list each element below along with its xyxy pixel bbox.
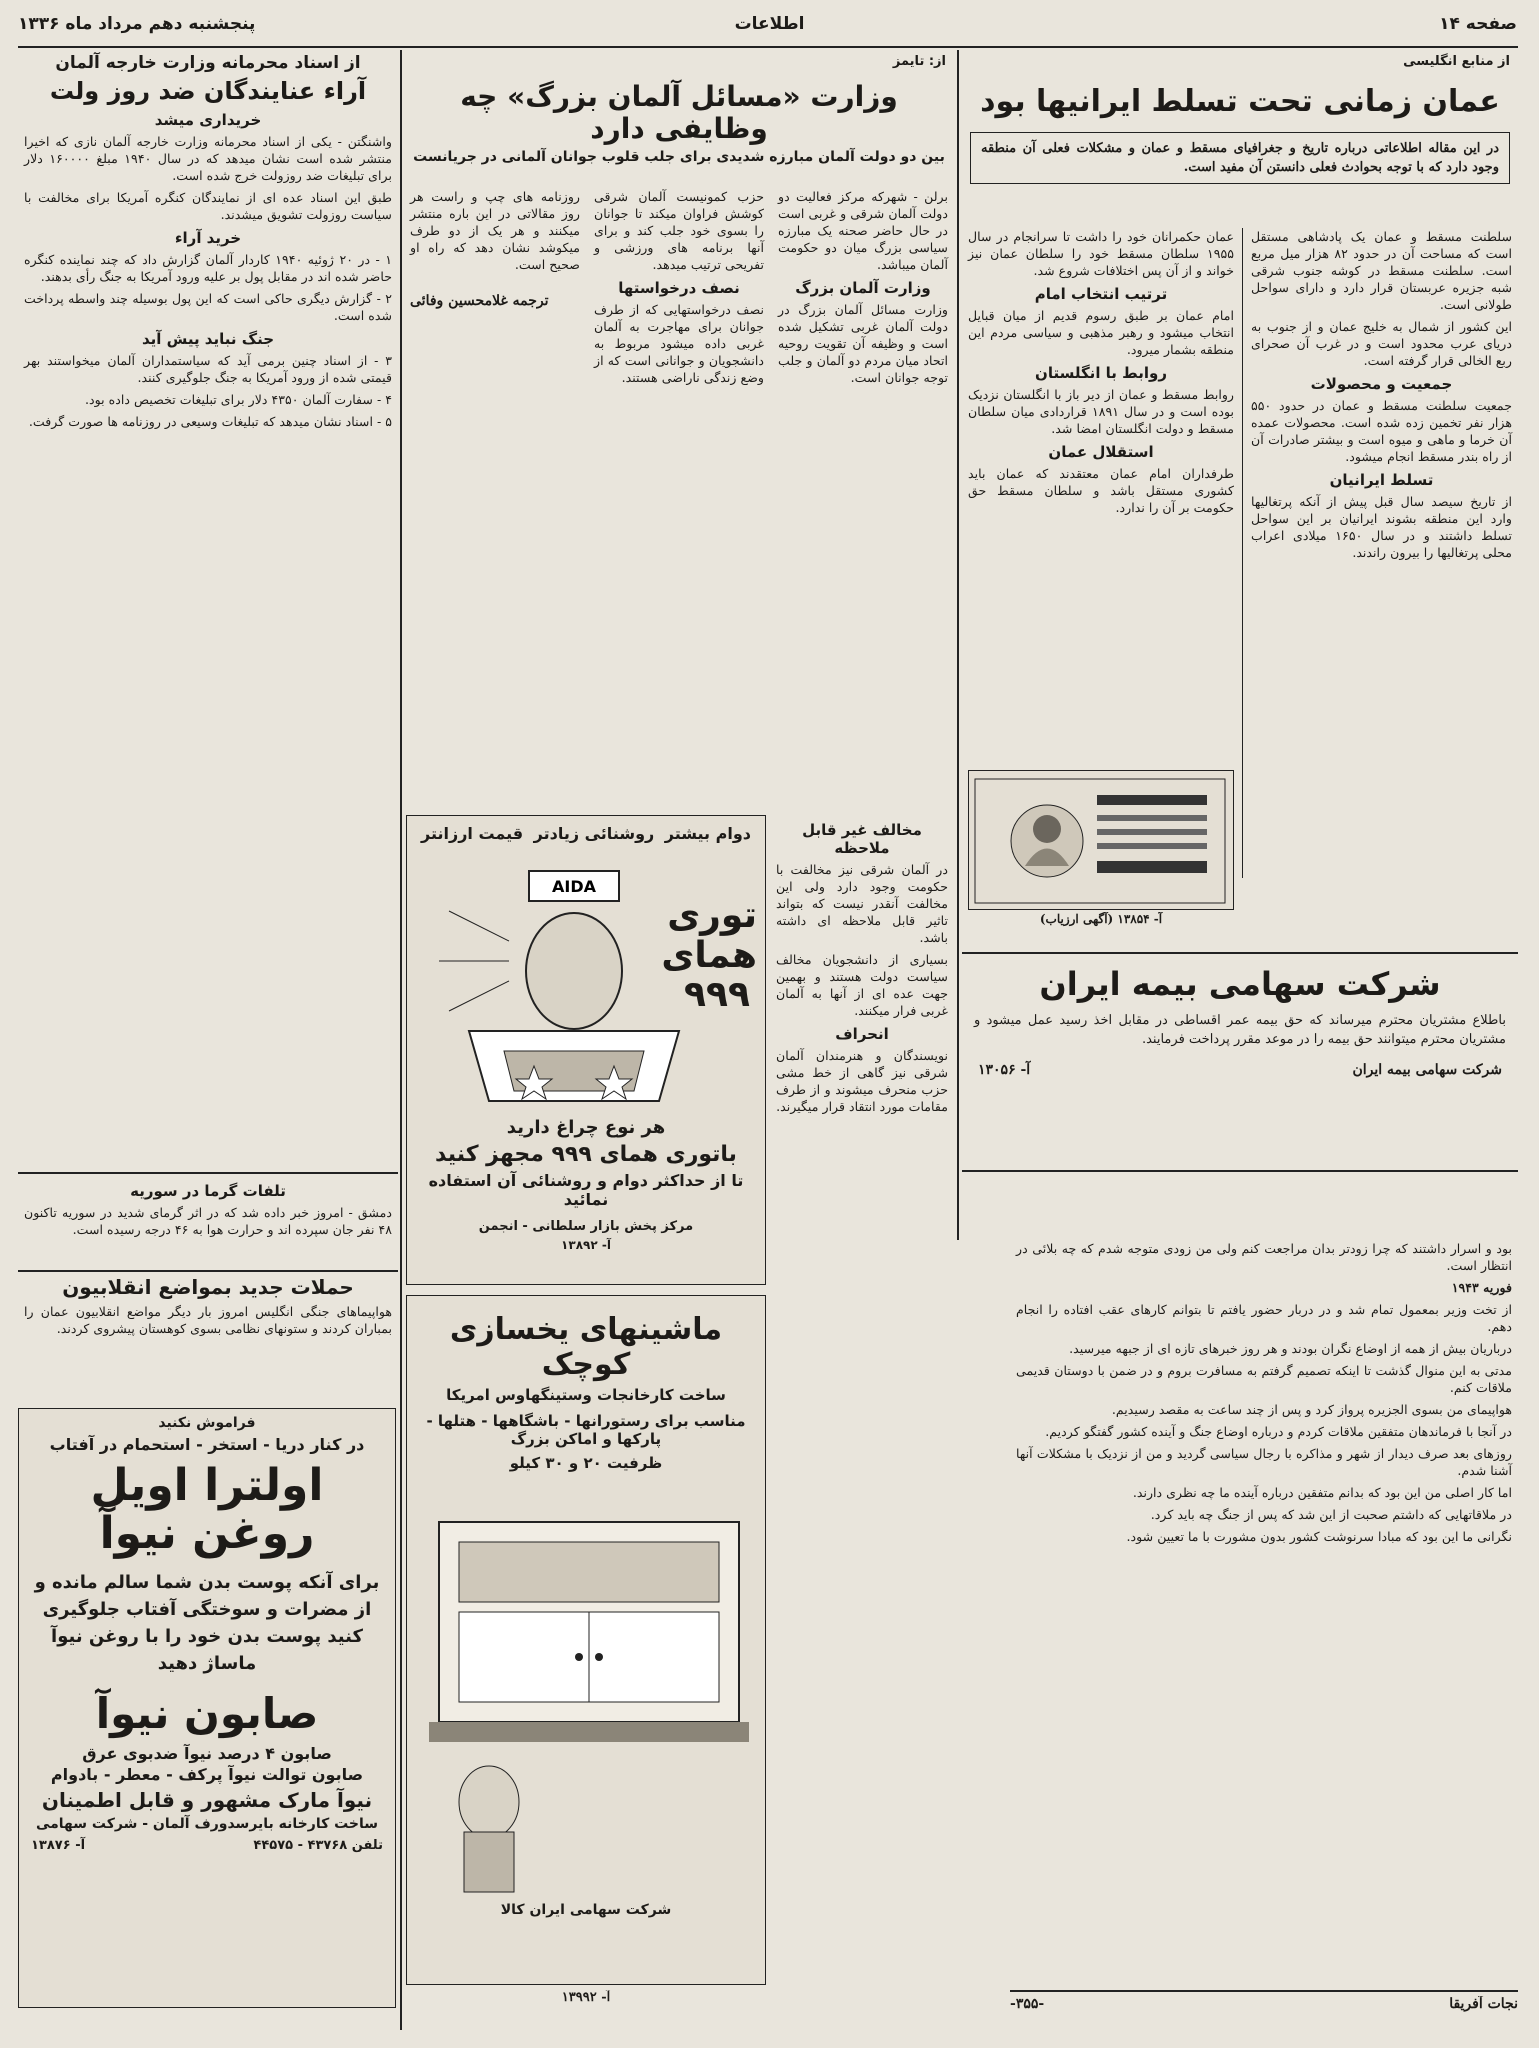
germany-headline: وزارت «مسائل آلمان بزرگ» چه وظایفی دارد bbox=[460, 80, 898, 146]
germany-sub-half: نصف درخواستها bbox=[618, 279, 740, 297]
memoir-p2: از تخت وزیر بمعمول تمام شد و در دربار حضور یافتم تا بتوانم کارهای عقب افتاده را انجام دهم. bbox=[1016, 1302, 1512, 1334]
nivea-name1: اولترا اویل bbox=[90, 1460, 324, 1511]
nivea-line3: صابون توالت نیوآ پرکف - معطر - بادوام bbox=[50, 1764, 364, 1784]
sina-ad bbox=[968, 770, 1234, 910]
paper-name: اطلاعات bbox=[734, 14, 805, 34]
oman-sub-population: جمعیت و محصولات bbox=[1310, 375, 1453, 393]
nazi-docs-headline2: آراء عنایندگان ضد روز ولت bbox=[49, 76, 367, 105]
attack-text: هواپیماهای جنگی انگلیس امروز بار دیگر مواضع انقلابیون عمان را بمباران کردند و ستونهای نظامی بسوی کوهستان پیشروی کردند. bbox=[24, 1304, 392, 1336]
fridge-subtitle: ساخت کارخانجات وستینگهاوس امریکا bbox=[446, 1386, 726, 1404]
issue-date: پنجشنبه دهم مرداد ماه ۱۳۳۶ bbox=[18, 14, 256, 34]
fridge-desc: مناسب برای رستورانها - باشگاهها - هتلها - پارکها و اماکن بزرگ bbox=[426, 1412, 746, 1448]
oman-c2-p1: عمان حکمرانان خود را داشت تا سرانجام در سال ۱۹۵۵ سلطان مسقط خود را سلطان عمان نیز خواند و از آن پس اختلافات شروع شد. bbox=[968, 229, 1234, 278]
oman-headline: عمان زمانی تحت تسلط ایرانیها بود bbox=[980, 84, 1500, 119]
nivea-line5: ساخت کارخانه بایرسدورف آلمان - شرکت سهامی bbox=[35, 1815, 379, 1832]
memoir-footer-rule bbox=[1010, 1990, 1518, 1992]
insurance-code: آ- ۱۳۰۵۶ bbox=[978, 1061, 1031, 1078]
memoir-p5: هواپیمای من بسوی الجزیره پرواز کرد و پس از چند ساعت به مقصد رسیدیم. bbox=[1111, 1402, 1512, 1417]
nivea-line2: صابون ۴ درصد نیوآ ضدبوی عرق bbox=[82, 1743, 332, 1763]
aida-ad bbox=[406, 815, 766, 1285]
opposition-p1: در آلمان شرقی نیز مخالفت با حکومت وجود دارد ولی این مخالفت آنقدر نیست که بتواند تاثیر قابل ملاحظه ای داشته باشد. bbox=[776, 862, 948, 945]
germany-article-header bbox=[404, 52, 954, 182]
attack-rule bbox=[18, 1270, 398, 1272]
germany-source: از: تایمز bbox=[892, 54, 946, 69]
germany-c1-p1: برلن - شهرکه مرکز فعالیت دو دولت آلمان شرقی و غربی است در حال حاضر صحنه یک مبارزه سیاسی بزرگ میان دو حکومت آلمان میباشد. bbox=[778, 189, 948, 272]
nivea-body: برای آنکه پوست بدن شما سالم مانده و از مضرات و سوختگی آفتاب جلوگیری کنید پوست بدن خود را با روغن نیوآ ماساژ دهید bbox=[34, 1571, 380, 1674]
oman-sub-britain: روابط با انگلستان bbox=[1035, 364, 1167, 382]
fridge-ad bbox=[406, 1295, 766, 1985]
memoir-footer bbox=[1010, 1996, 1518, 2020]
memoir-footer-num: -۳۵۵- bbox=[1010, 1996, 1045, 2012]
heat-rule bbox=[18, 1172, 398, 1174]
aida-top1: دوام بیشتر bbox=[664, 824, 751, 843]
heat-text: دمشق - امروز خبر داده شد که در اثر گرمای شدید در سوریه تاکنون ۴۸ نفر جان سپرده اند و حرارت هوا به ۴۶ درجه رسیده است. bbox=[24, 1205, 392, 1237]
divider-left bbox=[400, 50, 402, 2030]
nazi-docs-p5: ۳ - از اسناد چنین برمی آید که سیاستمداران آلمان میخواستند بهر قیمتی شده از ورود آمریکا به جنگ جلوگیری کنند. bbox=[24, 353, 392, 386]
germany-col-1 bbox=[772, 188, 954, 803]
nazi-docs-sub3: جنگ نباید پیش آید bbox=[141, 330, 275, 349]
fridge-illustration bbox=[409, 1482, 765, 1902]
memoir-p10: نگرانی ما این بود که مبادا سرنوشت کشور بدون مشورت با ما تعیین شود. bbox=[1126, 1529, 1512, 1544]
fridge-seller: شرکت سهامی ایران کالا bbox=[500, 1902, 672, 1918]
nivea-phone: تلفن ۴۳۷۶۸ - ۴۴۵۷۵ bbox=[253, 1837, 383, 1853]
opposition-title: مخالف غیر قابل ملاحظه bbox=[802, 821, 922, 857]
germany-c1-p2: وزارت مسائل آلمان بزرگ در دولت آلمان غربی تشکیل شده است و وظیفه آن تقویت روحیه اتحاد میان مردم دو آلمان و جلب توجه جوانان است. bbox=[778, 302, 948, 385]
memoir-p1: بود و اسرار داشتند که چرا زودتر بدان مراجعت کنم ولی من زودی متوجه شدم که چه بلائی در انتظار است. bbox=[1016, 1241, 1512, 1273]
germany-c2-p1: حزب کمونیست آلمان شرقی کوشش فراوان میکند تا جوانان را بسوی خود جلب کند و برای آنها برنامه های ورزشی و تفریحی ترتیب میدهد. bbox=[594, 189, 764, 272]
insurance-top-rule bbox=[962, 952, 1518, 954]
nivea-footer bbox=[19, 1832, 395, 1859]
aida-top2: روشنائی زیادتر bbox=[533, 824, 655, 843]
memoir-p8: اما کار اصلی من این بود که بدانم متفقین درباره آینده ما چه نظری دارند. bbox=[1132, 1485, 1512, 1500]
aida-top-row bbox=[407, 816, 765, 851]
memoir-footer-title: نجات آفریقا bbox=[1449, 1996, 1518, 2012]
insurance-signature: شرکت سهامی بیمه ایران bbox=[1352, 1061, 1502, 1078]
header-rule bbox=[18, 46, 1518, 48]
sina-ad-art bbox=[968, 771, 1233, 910]
attack-news bbox=[18, 1274, 398, 1404]
germany-col-3 bbox=[404, 188, 586, 803]
left-news-column bbox=[18, 52, 398, 1162]
deviation-title: انحراف bbox=[835, 1025, 889, 1043]
nivea-name2: روغن نیوآ bbox=[99, 1508, 315, 1560]
germany-c2-p2: نصف درخواستهایی که از طرف جوانان برای مهاجرت به آلمان غربی داده میشود مربوط به دانشجویان و جوانانی است که از وضع زندگی ناراضی هستند. bbox=[594, 302, 764, 385]
oman-c2-p4: طرفداران امام عمان معتقدند که عمان باید کشوری مستقل باشد و سلطان مسقط حق حکومت بر آن را ندارد. bbox=[968, 466, 1234, 515]
oman-source: از منابع انگلیسی bbox=[1403, 54, 1510, 69]
aida-code: آ- ۱۳۸۹۲ bbox=[561, 1238, 611, 1252]
nivea-top: فراموش نکنید bbox=[158, 1415, 256, 1431]
insurance-title: شرکت سهامی بیمه ایران bbox=[1039, 965, 1441, 1003]
oman-p3: جمعیت سلطنت مسقط و عمان در حدود ۵۵۰ هزار نفر تخمین زده شده است. محصولات عمده آن خرما و ماهی و میوه است و بیشتر صادرات آن از راه بندر مسقط انجام میشود. bbox=[1251, 398, 1512, 464]
germany-continuation bbox=[770, 815, 954, 2030]
memoir-p3: درباریان بیش از همه از اوضاع نگران بودند و هر روز خبرهای تازه ای از جبهه میرسید. bbox=[1069, 1341, 1512, 1356]
nivea-ad bbox=[18, 1408, 396, 2008]
insurance-ad bbox=[962, 956, 1518, 1146]
attack-title: حملات جدید بمواضع انقلابیون bbox=[62, 1275, 354, 1299]
nazi-docs-p4: ۲ - گزارش دیگری حاکی است که این پول بوسیله چند واسطه پرداخت شده است. bbox=[24, 291, 392, 324]
memoir-p6: در آنجا با فرماندهان متفقین ملاقات کردم و درباره اوضاع جنگ و آینده کشور گفتگو کردیم. bbox=[1045, 1424, 1512, 1439]
oman-sub-imam: ترتیب انتخاب امام bbox=[1034, 285, 1168, 303]
germany-c3-p1: روزنامه های چپ و راست هر روز مقالاتی در این باره منتشر میکنند و هر یک از دو طرف میکوشد نشان دهد که راه او صحیح است. bbox=[410, 189, 580, 272]
oman-article-header bbox=[962, 52, 1518, 222]
oman-sub-iranian-rule: تسلط ایرانیان bbox=[1329, 471, 1434, 489]
nazi-docs-p7: ۵ - اسناد نشان میدهد که تبلیغات وسیعی در روزنامه ها صورت گرفت. bbox=[28, 414, 392, 430]
aida-brand-label: AIDA bbox=[552, 877, 596, 896]
insurance-footer bbox=[962, 1058, 1518, 1082]
oman-p2: این کشور از شمال به خلیج عمان و از جنوب به دریای عرب محدود است و در غرب آن صحرای ربع الخالی قرار گرفته است. bbox=[1251, 319, 1512, 368]
oman-p1: سلطنت مسقط و عمان یک پادشاهی مستقل است که مساحت آن در حدود ۸۲ هزار میل مربع است. سلطنت مسقط در کوشه جنوب شرقی شبه جزیره عربستان قرار دارد و دارای سواحل طولانی است. bbox=[1251, 229, 1512, 312]
memoir-p4: مدتی به این منوال گذشت تا اینکه تصمیم گرفتم به مسافرت بروم و در ضمن با دوستان قدیمی ملاقات کنم. bbox=[1016, 1363, 1512, 1395]
aida-slogan1: هر نوع چراغ دارید bbox=[506, 1117, 666, 1138]
nazi-docs-p6: ۴ - سفارت آلمان ۴۳۵۰ دلار برای تبلیغات تخصیص داده بود. bbox=[85, 392, 392, 408]
oman-c2-p3: روابط مسقط و عمان از دیر باز با انگلستان نزدیک بوده است و در سال ۱۸۹۱ قراردادی میان سلطان مسقط و دولت انگلستان امضا شد. bbox=[968, 387, 1235, 436]
nazi-docs-sub1: خریداری میشد bbox=[154, 111, 262, 130]
memoir-p7: روزهای بعد صرف دیدار از شهر و مذاکره با رجال سیاسی گردید و من از نزدیک با مشکلات آنها آشنا شدم. bbox=[1016, 1446, 1512, 1478]
insurance-bottom-rule bbox=[962, 1170, 1518, 1172]
germany-subheadline: بین دو دولت آلمان مبارزه شدیدی برای جلب قلوب جوانان آلمانی در جریانست bbox=[413, 149, 945, 166]
nazi-docs-p1: واشنگتن - یکی از اسناد محرمانه وزارت خارجه آلمان نازی که اخیرا منتشر شده است نشان میدهد که در سال ۱۹۴۰ مبلغ ۱۶۰۰۰۰ دلار برای تبلیغات ضد روزولت خرج شده است. bbox=[24, 134, 392, 184]
fridge-title: ماشینهای یخسازی کوچک bbox=[449, 1312, 723, 1382]
aida-slogan3: تا از حداکثر دوام و روشنائی آن استفاده نمائید bbox=[428, 1171, 744, 1209]
opposition-p2: بسیاری از دانشجویان مخالف سیاست دولت هستند و بهمین جهت عده ای از آنها به آلمان غربی فرار میکنند. bbox=[776, 952, 948, 1018]
sina-stamp: آ- ۱۳۸۵۴ (آگهی ارزیاب) bbox=[1039, 912, 1163, 926]
oman-intro: در این مقاله اطلاعاتی درباره تاریخ و جغرافیای مسقط و عمان و مشکلات فعلی آن منطقه وجود دارد که با توجه بحوادث فعلی دانستن آن مفید است. bbox=[970, 132, 1510, 184]
oman-sub-independence: استقلال عمان bbox=[1048, 443, 1154, 461]
aida-top3: قیمت ارزانتر bbox=[421, 824, 524, 843]
heat-title: تلفات گرما در سوریه bbox=[130, 1182, 286, 1200]
germany-translator: ترجمه غلامحسین وفائی bbox=[410, 293, 549, 309]
oman-p4: از تاریخ سیصد سال قبل پیش از آنکه پرتغالیها وارد این منطقه بشوند ایرانیان بر این سواحل تسلط داشتند و در سال ۱۶۵۰ میلادی اعراب محلی پرتغالیها را بیرون راندند. bbox=[1251, 494, 1513, 560]
memoir-p9: در ملاقاتهایی که داشتم صحبت از این شد که پس از جنگ چه باید کرد. bbox=[1150, 1507, 1512, 1522]
heat-news bbox=[18, 1176, 398, 1266]
nivea-line1: در کنار دریا - استخر - استحمام در آفتاب bbox=[49, 1435, 365, 1454]
nazi-docs-sub2: خرید آراء bbox=[174, 229, 242, 248]
fridge-capacity: ظرفیت ۲۰ و ۳۰ کیلو bbox=[509, 1454, 663, 1472]
oman-c2-p2: امام عمان بر طبق رسوم قدیم از میان قبایل انتخاب میشود و رهبر مذهبی و سیاسی مردم این منطقه بشمار میرود. bbox=[968, 308, 1234, 357]
aida-agent: مرکز پخش بازار سلطانی - انجمن bbox=[478, 1219, 694, 1234]
germany-col-2 bbox=[588, 188, 770, 803]
germany-sub-ministry: وزارت آلمان بزرگ bbox=[795, 279, 931, 297]
memoir-date: فوریه ۱۹۴۳ bbox=[1451, 1280, 1512, 1295]
memoir-column bbox=[1010, 1240, 1518, 1980]
insurance-body: باطلاع مشتریان محترم میرساند که حق بیمه عمر اقساطی در مقابل اخذ رسید عمل میشود و مشتریان محترم میتوانند حق بیمه را در موعد مقرر پرداخت فرمایند. bbox=[974, 1012, 1506, 1047]
oman-col-rule bbox=[1242, 228, 1243, 878]
aida-slogan2: باتوری همای ۹۹۹ مجهز کنید bbox=[435, 1142, 737, 1167]
page-number: صفحه ۱۴ bbox=[1439, 14, 1517, 34]
nivea-line4: نیوآ مارک مشهور و قابل اطمینان bbox=[41, 1787, 373, 1812]
divider-right bbox=[957, 50, 959, 1240]
aida-title: توری همای ۹۹۹ bbox=[661, 895, 757, 1016]
nazi-docs-headline: از اسناد محرمانه وزارت خارجه آلمان bbox=[55, 53, 361, 73]
nazi-docs-p2: طبق این اسناد عده ای از نمایندگان کنگره آمریکا برای مخالفت با سیاست روزولت تشویق میشدند. bbox=[24, 190, 392, 223]
fridge-code: آ- ۱۳۹۹۲ bbox=[561, 1990, 611, 2005]
nivea-soap: صابون نیوآ bbox=[95, 1688, 319, 1738]
deviation-p1: نویسندگان و هنرمندان آلمان شرقی نیز گاهی از خط مشی حزب منحرف میشوند و از طرف مقامات مورد انتقاد قرار میگیرند. bbox=[776, 1048, 948, 1114]
nivea-code: آ- ۱۳۸۷۶ bbox=[31, 1837, 86, 1853]
nazi-docs-p3: ۱ - در ۲۰ ژوئیه ۱۹۴۰ کاردار آلمان گزارش داد که چند نماینده کنگره حاضر شده اند در مقابل پول بر علیه ورود آمریکا به جنگ رأی بدهند. bbox=[24, 252, 392, 285]
